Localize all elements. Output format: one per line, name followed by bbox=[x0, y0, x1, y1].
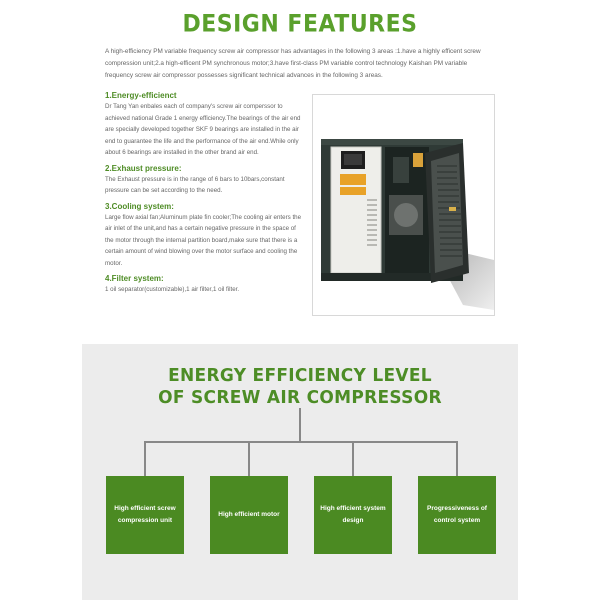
feature-heading-energy: 1.Energy-efficienct bbox=[105, 91, 177, 100]
box-system-design: High efficient system design bbox=[314, 476, 392, 554]
connector-drop-2 bbox=[248, 441, 250, 476]
page-title: DESIGN FEATURES bbox=[182, 10, 418, 39]
efficiency-section bbox=[82, 344, 518, 600]
feature-list bbox=[105, 90, 305, 300]
compressor-illustration bbox=[313, 95, 494, 315]
feature-text-exhaust: The Exhaust pressure is in the range of 6 bars to 10bars,constant pressure can be set according to the need. bbox=[105, 175, 285, 194]
box-efficient-motor: High efficient motor bbox=[210, 476, 288, 554]
feature-heading-exhaust: 2.Exhaust pressure: bbox=[105, 163, 182, 173]
connector-drop-3 bbox=[352, 441, 354, 476]
connector-drop-1 bbox=[144, 441, 146, 476]
compressor-photo bbox=[312, 94, 495, 316]
connector-bar bbox=[144, 441, 457, 443]
feature-text-filter: 1 oil separator(customizable),1 air filter,1 oil filter. bbox=[105, 286, 240, 293]
connector-drop-4 bbox=[456, 441, 458, 476]
intro-paragraph: A high-efficiency PM variable frequency screw air compressor has advantages in the following 3 areas :1.have a highly efficent screw compression unit;2.a high-efficent PM synchronous motor;3.have first-class PM variable control technology Kaishan PM variable frequency screw air compressor possesses significant technical advances in the following 3 areas. bbox=[105, 48, 481, 79]
feature-heading-cooling: 3.Cooling system: bbox=[105, 201, 174, 211]
box-screw-compression-unit: High efficient screw compression unit bbox=[106, 476, 184, 554]
feature-text-energy: Dr Tang Yan enbales each of company's screw air comperssor to achieved national Grade 1 energy efficiency.The bearings of the air end are specially developed together SKF 9 bearings are installed in the air end to guarantee the life and the performance of the air end.While only about 6 bearings are installed in the other brand air end. bbox=[105, 103, 301, 156]
box-control-system: Progressiveness of control system bbox=[418, 476, 496, 554]
feature-heading-filter: 4.Filter system: bbox=[105, 274, 164, 283]
feature-text-cooling: Large flow axial fan;Aluminum plate fin cooler;The cooling air enters the air inlet of the unit,and has a certain negative pressure in the space of the motor through the internal partition board,make sure that there is a certain amount of wind blowing over the motor surface and cooling the motor. bbox=[105, 213, 302, 267]
efficiency-title-line1: ENERGY EFFICIENCY LEVEL bbox=[168, 365, 432, 387]
efficiency-title-line2: OF SCREW AIR COMPRESSOR bbox=[158, 387, 442, 409]
connector-trunk bbox=[299, 408, 301, 442]
